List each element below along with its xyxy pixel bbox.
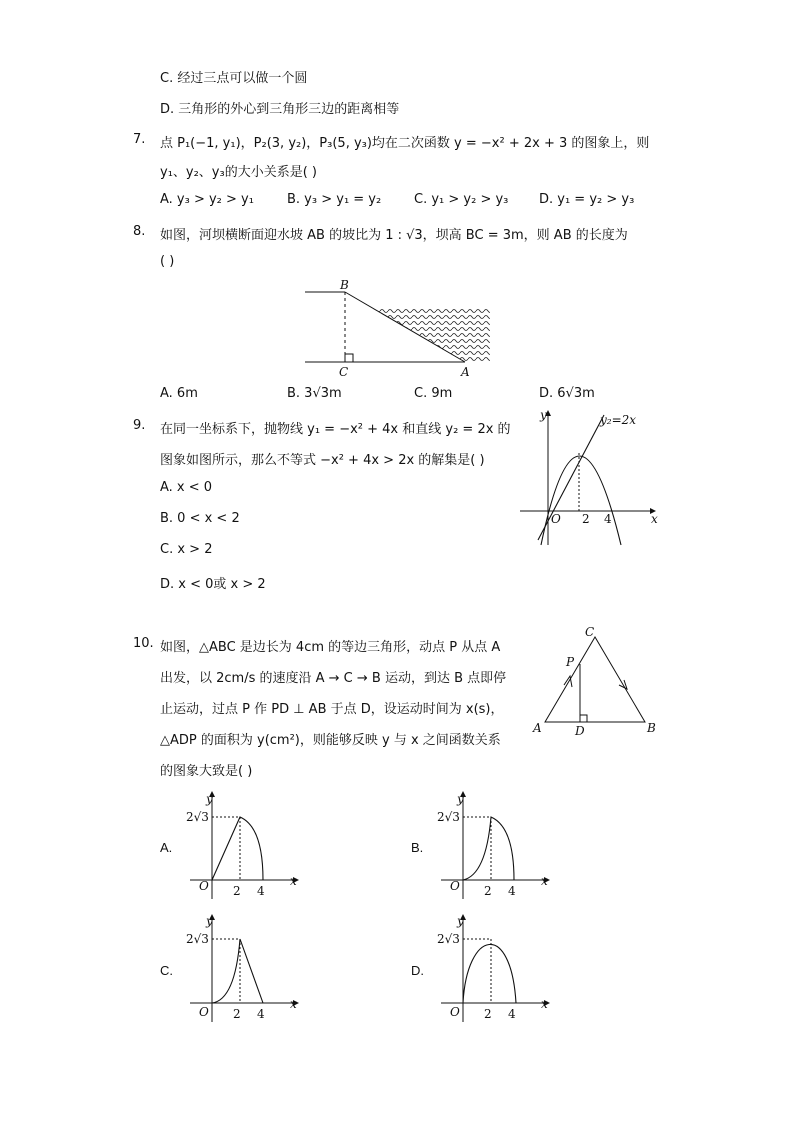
q10-d-label-y: y	[457, 914, 464, 928]
q9-parabola	[541, 456, 621, 545]
q8-label-a: A	[461, 365, 470, 379]
q10-label-b: B	[647, 721, 656, 735]
q10-option-c-label: C.	[160, 963, 173, 978]
q10-triangle-figure	[528, 622, 668, 742]
q8-option-b: B. 3√3m	[287, 386, 342, 401]
q10-d-curve	[463, 944, 516, 1003]
q8-option-c: C. 9m	[414, 386, 453, 401]
q10-b-label-y: y	[457, 792, 464, 806]
q10-c-curve	[212, 939, 263, 1003]
q10-d-label-x: x	[541, 997, 548, 1011]
q10-b-label-x: x	[541, 874, 548, 888]
q7-option-c: C. y₁ > y₂ > y₃	[414, 192, 509, 207]
q10-a-ymax: 2√3	[186, 810, 209, 824]
q10-b-ymax: 2√3	[437, 810, 460, 824]
q10-c-ymax: 2√3	[186, 932, 209, 946]
q10-option-b-graph	[411, 787, 561, 907]
q10-b-tick-2: 2	[484, 884, 492, 898]
q7-option-d: D. y₁ = y₂ > y₃	[539, 192, 635, 207]
q9-tick-2: 2	[582, 512, 590, 526]
q10-c-label-x: x	[290, 997, 297, 1011]
q10-b-label-origin: O	[450, 879, 460, 893]
q7-option-a: A. y₃ > y₂ > y₁	[160, 192, 254, 207]
q10-d-tick-4: 4	[508, 1007, 516, 1021]
q8-dam-figure	[300, 278, 500, 378]
q10-c-tick-4: 4	[257, 1007, 265, 1021]
q9-option-b: B. 0 < x < 2	[160, 511, 240, 526]
q7-option-b: B. y₃ > y₁ = y₂	[287, 192, 382, 207]
q9-stem-line1: 在同一坐标系下，抛物线 y₁ = −x² + 4x 和直线 y₂ = 2x 的	[160, 422, 511, 437]
q10-stem-line4: △ADP 的面积为 y(cm²)，则能够反映 y 与 x 之间函数关系	[160, 733, 501, 748]
q9-tick-4: 4	[604, 512, 612, 526]
q10-right-angle-mark	[580, 715, 587, 722]
q10-stem-line2: 出发，以 2cm/s 的速度沿 A → C → B 运动，到达 B 点即停	[160, 671, 507, 686]
q10-option-c-graph	[160, 910, 310, 1030]
q10-a-tick-2: 2	[233, 884, 241, 898]
q10-stem-line3: 止运动，过点 P 作 PD ⊥ AB 于点 D，设运动时间为 x(s)，	[160, 702, 504, 717]
q8-water-hatch	[370, 307, 490, 362]
q10-a-label-x: x	[290, 874, 297, 888]
q10-label-d: D	[575, 724, 585, 738]
q10-c-label-origin: O	[199, 1005, 209, 1019]
q8-stem-line1: 如图，河坝横断面迎水坡 AB 的坡比为 1 : √3，坝高 BC = 3m，则 AB 的长度为	[160, 228, 628, 243]
q10-b-tick-4: 4	[508, 884, 516, 898]
q8-label-b: B	[340, 278, 349, 292]
q10-stem-line1: 如图，△ABC 是边长为 4cm 的等边三角形，动点 P 从点 A	[160, 640, 501, 655]
prev-option-c: C. 经过三点可以做一个圆	[160, 71, 308, 86]
q10-arrow-ac	[564, 676, 572, 687]
q9-option-d: D. x < 0或 x > 2	[160, 577, 266, 592]
q10-triangle-abc	[545, 637, 645, 722]
q9-label-origin: O	[551, 512, 561, 526]
q10-number: 10.	[133, 636, 154, 651]
q10-a-label-origin: O	[199, 879, 209, 893]
q8-option-a: A. 6m	[160, 386, 198, 401]
q10-a-label-y: y	[206, 792, 213, 806]
q10-d-label-origin: O	[450, 1005, 460, 1019]
q10-b-curve	[463, 817, 514, 880]
q10-c-tick-2: 2	[233, 1007, 241, 1021]
q10-option-a-label: A.	[160, 840, 173, 855]
q10-d-tick-2: 2	[484, 1007, 492, 1021]
q9-line-label: y₂=2x	[600, 413, 637, 427]
q7-stem-line2: y₁、y₂、y₃的大小关系是( )	[160, 165, 317, 180]
q9-label-x: x	[651, 512, 658, 526]
q8-option-d: D. 6√3m	[539, 386, 595, 401]
q9-label-y: y	[540, 408, 547, 422]
q10-c-label-y: y	[206, 914, 213, 928]
q7-stem-line1: 点 P₁(−1, y₁)，P₂(3, y₂)，P₃(5, y₃)均在二次函数 y = −x² + 2x + 3 的图象上，则	[160, 136, 650, 151]
q10-stem-line5: 的图象大致是( )	[160, 764, 253, 779]
q10-option-b-label: B.	[411, 840, 424, 855]
q9-stem-line2: 图象如图所示，那么不等式 −x² + 4x > 2x 的解集是( )	[160, 453, 485, 468]
q10-label-c: C	[585, 625, 595, 639]
q8-label-c: C	[339, 365, 349, 379]
q10-option-d-label: D.	[411, 963, 424, 978]
q9-number: 9.	[133, 418, 146, 433]
q8-right-angle-mark	[345, 354, 353, 362]
q10-d-ymax: 2√3	[437, 932, 460, 946]
q10-option-a-graph	[160, 787, 310, 907]
q8-stem-line2: ( )	[160, 254, 175, 269]
q10-label-p: P	[566, 655, 575, 669]
prev-option-d: D. 三角形的外心到三角形三边的距离相等	[160, 102, 400, 117]
q10-a-curve	[212, 817, 263, 880]
q10-label-a: A	[533, 721, 542, 735]
q9-graph	[520, 405, 670, 550]
q7-number: 7.	[133, 132, 146, 147]
q9-option-a: A. x < 0	[160, 480, 213, 495]
q10-a-tick-4: 4	[257, 884, 265, 898]
q9-option-c: C. x > 2	[160, 542, 213, 557]
q8-number: 8.	[133, 224, 146, 239]
q10-option-d-graph	[411, 910, 561, 1030]
